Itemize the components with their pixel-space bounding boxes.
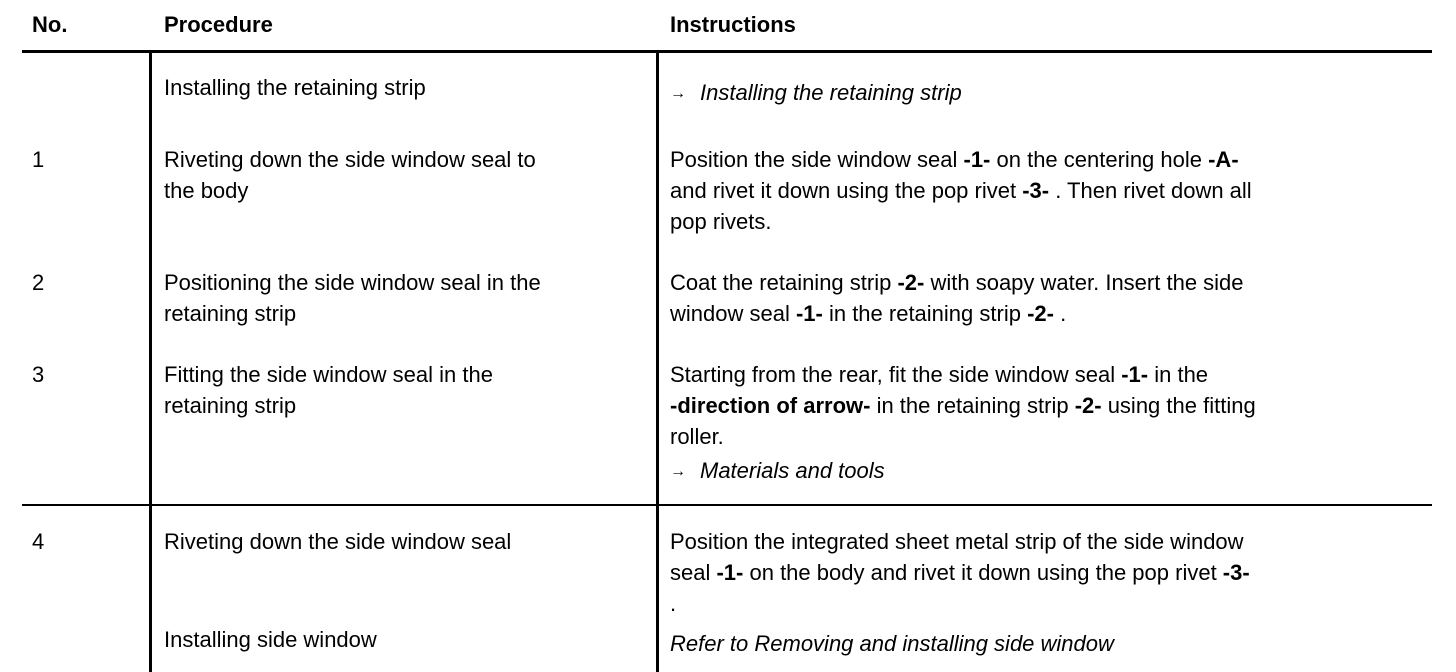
row-3-instr-line-1: Starting from the rear, fit the side window seal -1- in the [670, 362, 1209, 387]
row-4-no: 4 [32, 529, 45, 554]
row-3-procedure-line-1: Fitting the side window seal in the [164, 362, 493, 387]
outro-procedure: Installing side window [164, 627, 377, 652]
row-4-instr-line-3: . [670, 591, 677, 616]
row-3-no: 3 [32, 362, 45, 387]
row-2-no: 2 [32, 270, 45, 295]
row-1-no: 1 [32, 147, 45, 172]
row-1-instruction [670, 144, 1430, 237]
table-header [22, 0, 1432, 53]
column-divider-1 [149, 53, 152, 505]
row-4-procedure-line-1: Riveting down the side window seal [164, 529, 512, 554]
link-arrow-icon: → [670, 85, 686, 102]
row-4-instr-line-2: seal -1- on the body and rivet it down using the pop rivet -3- [670, 560, 1250, 585]
row-3-instr-link[interactable] [670, 455, 1430, 489]
header-procedure: Procedure [164, 12, 273, 37]
row-2-instr-line-2: window seal -1- in the retaining strip -2- . [670, 301, 1067, 326]
row-2-procedure-line-1: Positioning the side window seal in the [164, 270, 541, 295]
row-4-instr-line-1: Position the integrated sheet metal strip of the side window [670, 529, 1244, 554]
row-3-procedure-line-2: retaining strip [164, 393, 297, 418]
intro-instruction[interactable] [670, 77, 1430, 111]
row-1-procedure [164, 144, 644, 206]
row-3-instr-line-2: -direction of arrow- in the retaining strip -2- using the fitting [670, 393, 1256, 418]
row-3-instr-line-3: roller. [670, 424, 724, 449]
column-divider-2-lower [656, 506, 659, 672]
row-2-instr-line-1: Coat the retaining strip -2- with soapy water. Insert the side [670, 270, 1244, 295]
row-1-instr-line-3: pop rivets. [670, 209, 772, 234]
row-2-procedure [164, 267, 644, 329]
row-1-procedure-line-2: the body [164, 178, 249, 203]
row-divider [22, 504, 1432, 506]
row-1-procedure-line-1: Riveting down the side window seal to [164, 147, 536, 172]
intro-procedure: Installing the retaining strip [164, 75, 426, 100]
link-arrow-icon: → [670, 463, 686, 480]
header-no: No. [32, 12, 68, 37]
intro-link[interactable]: Installing the retaining strip [700, 80, 962, 105]
row-2-procedure-line-2: retaining strip [164, 301, 297, 326]
header-instructions: Instructions [670, 12, 796, 37]
column-divider-1-lower [149, 506, 152, 672]
materials-and-tools-link[interactable]: Materials and tools [700, 458, 885, 483]
row-1-instr-line-1: Position the side window seal -1- on the centering hole -A- [670, 147, 1239, 172]
column-divider-2 [656, 53, 659, 505]
row-1-instr-line-2: and rivet it down using the pop rivet -3- . Then rivet down all [670, 178, 1252, 203]
row-4-procedure [164, 526, 644, 557]
row-4-instruction [670, 526, 1430, 619]
row-2-instruction [670, 267, 1430, 329]
row-3-procedure [164, 359, 644, 421]
outro-instruction-link[interactable]: Refer to Removing and installing side window [670, 631, 1114, 656]
row-3-instruction [670, 359, 1430, 489]
